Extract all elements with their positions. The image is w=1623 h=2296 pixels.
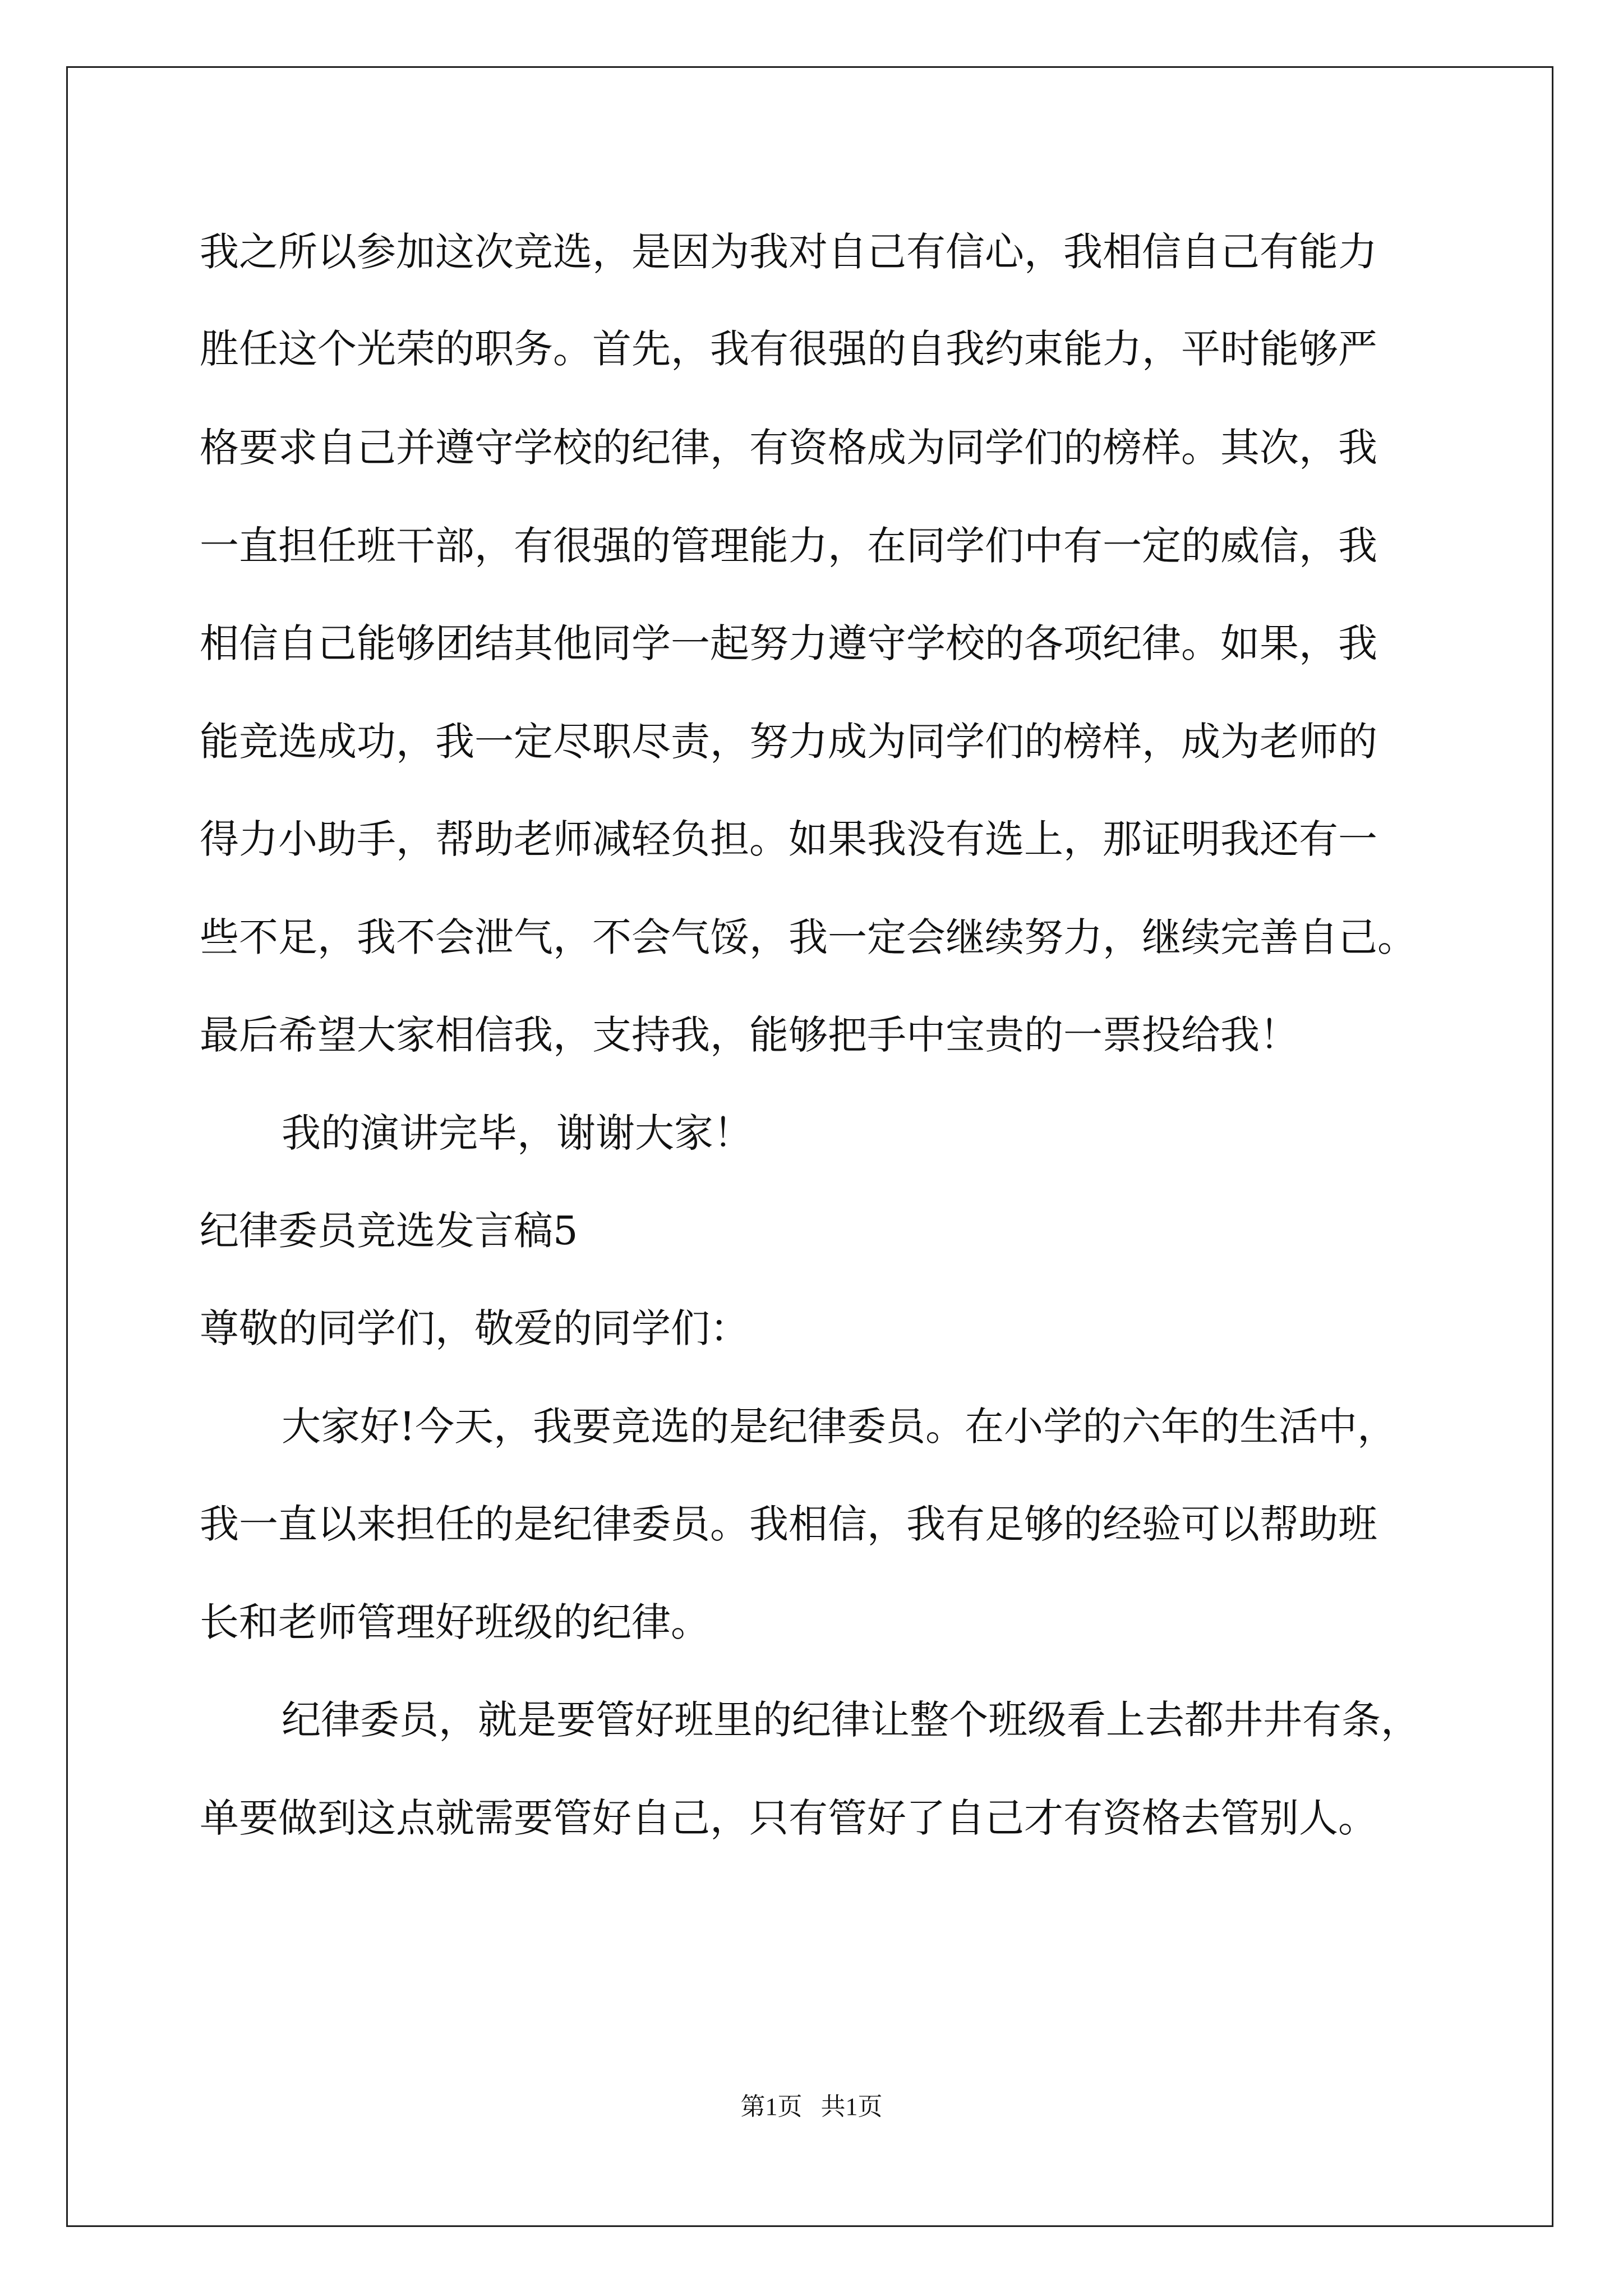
- body-line: 长和老师管理好班级的纪律。: [200, 1599, 710, 1645]
- body-line: 我之所以参加这次竞选，是因为我对自己有信心，我相信自己有能力: [200, 229, 1377, 275]
- body-line: 胜任这个光荣的职务。首先，我有很强的自我约束能力，平时能够严: [200, 326, 1377, 372]
- body-line: 格要求自己并遵守学校的纪律，有资格成为同学们的榜样。其次，我: [200, 425, 1377, 471]
- page-number-footer: 第1页 共1页: [740, 2093, 883, 2120]
- body-line: 相信自己能够团结其他同学一起努力遵守学校的各项纪律。如果，我: [200, 620, 1377, 666]
- body-line: 最后希望大家相信我，支持我，能够把手中宝贵的一票投给我！: [200, 1012, 1299, 1058]
- salutation: 尊敬的同学们，敬爱的同学们：: [200, 1305, 749, 1351]
- body-line: 我一直以来担任的是纪律委员。我相信，我有足够的经验可以帮助班: [200, 1501, 1377, 1547]
- body-line: 得力小助手，帮助老师减轻负担。如果我没有选上，那证明我还有一: [200, 816, 1377, 862]
- body-line: 大家好!今天，我要竞选的是纪律委员。在小学的六年的生活中，: [282, 1404, 1397, 1450]
- body-line: 一直担任班干部，有很强的管理能力，在同学们中有一定的威信，我: [200, 523, 1377, 569]
- body-line: 能竞选成功，我一定尽职尽责，努力成为同学们的榜样，成为老师的: [200, 719, 1377, 765]
- body-line: 单要做到这点就需要管好自己，只有管好了自己才有资格去管别人。: [200, 1795, 1377, 1841]
- body-line: 纪律委员，就是要管好班里的纪律让整个班级看上去都井井有条，: [282, 1697, 1420, 1743]
- body-line: 些不足，我不会泄气，不会气馁，我一定会继续努力，继续完善自己。: [200, 914, 1417, 960]
- section-heading: 纪律委员竞选发言稿5: [200, 1208, 578, 1254]
- closing-line: 我的演讲完毕，谢谢大家！: [282, 1110, 753, 1156]
